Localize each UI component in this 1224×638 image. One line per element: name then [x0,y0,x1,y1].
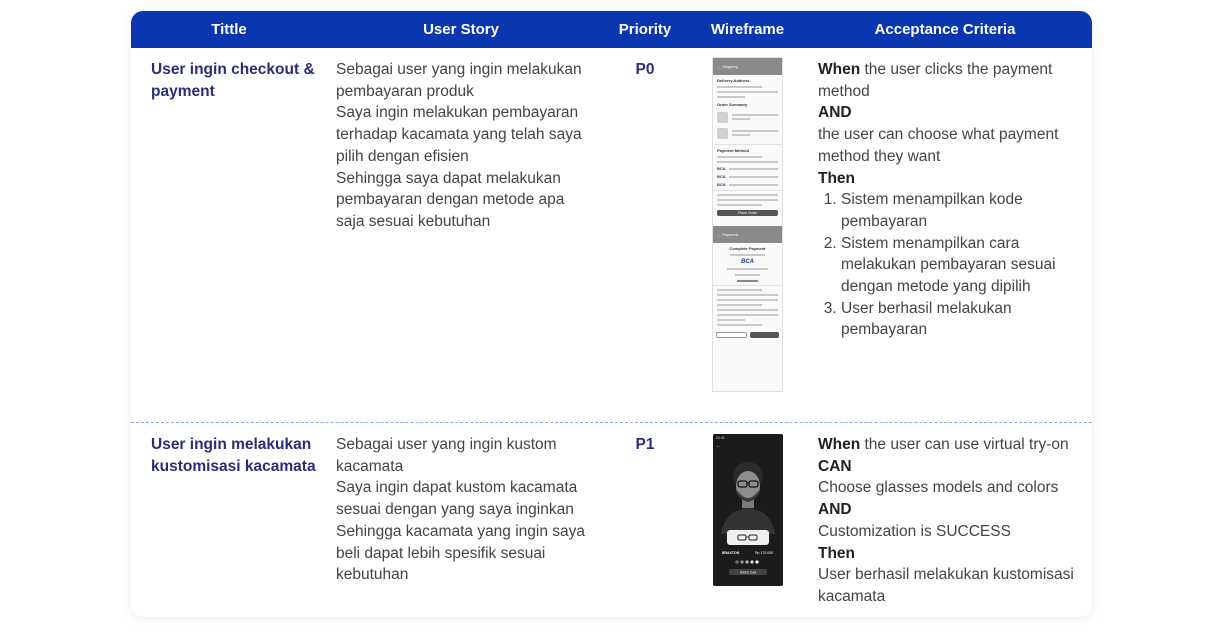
criteria-when: When the user can use virtual try-on [818,436,1069,453]
wireframe-header-bar: ← Payment [713,226,782,243]
wireframe-payment-option [717,166,778,171]
svg-text:09:41: 09:41 [716,436,725,440]
wireframe-section-label: Payment Method [717,148,750,153]
criteria-and-text: Customization is SUCCESS [818,522,1011,540]
header-acceptance-criteria: Acceptance Criteria [874,21,1016,38]
wireframe-line [717,86,762,88]
criteria-can-keyword: CAN [818,457,852,475]
wireframe-product [717,112,778,123]
criteria-and-keyword: AND [818,501,852,519]
wireframe-header-label: Shipping [722,64,738,69]
requirements-table [131,11,1092,617]
row-2-title: User ingin melakukan kustomisasi kacamata [151,436,316,475]
virtual-try-on-wireframe [713,434,783,586]
criteria-and-text: the user can choose what payment method they want [818,126,1059,165]
criteria-then-keyword: Then [818,544,856,562]
row-1-title: User ingin checkout & payment [151,61,315,100]
wireframe-line [717,91,778,93]
row-1-priority: P0 [635,61,655,78]
story-line: Sehingga saya dapat melakukan pembayaran dengan metode apa saja sesuai kebutuhan [336,169,565,230]
wireframe-section-label: Delivery Address [717,78,750,83]
list-item: 2. Sistem menampilkan cara melakukan pembayaran sesuai dengan metode yang dipilih [841,233,1068,298]
criteria-then-keyword: Then [818,169,856,187]
table-header [131,11,1092,48]
story-line: Saya ingin melakukan pembayaran terhadap kacamata yang telah saya pilih dengan efisien [336,104,582,165]
wireframe-screen-title: Complete Payment [729,246,766,251]
svg-text:←: ← [716,443,721,449]
criteria-when: When the user clicks the payment method [818,61,1053,100]
criteria-can-text: Choose glasses models and colors [818,479,1059,497]
wireframe-action-buttons [716,332,779,338]
story-line: Saya ingin dapat kustom kacamata sesuai dengan yang saya inginkan [336,479,578,519]
criteria-then-list [818,189,1068,341]
wireframe-line [717,96,745,98]
row-1-user-story [336,59,586,233]
header-title: Tittle [211,21,247,38]
criteria-then-text: User berhasil melakukan kustomisasi kacamata [818,566,1074,605]
wireframe-product [717,128,778,139]
row-1-acceptance-criteria [818,59,1068,341]
try-on-portrait [713,434,783,586]
list-item: 1. Sistem menampilkan kode pembayaran [841,189,1068,232]
checkout-wireframe: ← Shipping Delivery Address Order Summary Payment Method BCA BCA BCA Place Order ← Payment Complete Payment BCA [712,57,783,392]
row-2-priority: P1 [635,436,655,453]
story-line: Sebagai user yang ingin melakukan pembayaran produk [336,61,582,100]
list-item: 3. User berhasil melakukan pembayaran [841,298,1068,341]
header-user-story: User Story [423,21,499,38]
header-priority: Priority [618,21,672,38]
criteria-and-keyword: AND [818,104,852,122]
story-line: Sehingga kacamata yang ingin saya beli dapat lebih spesifik sesuai kebutuhan [336,522,586,584]
story-line: Sebagai user yang ingin kustom kacamata [336,436,557,475]
row-divider [131,422,1092,423]
product-price: Rp 170.000 [755,551,774,555]
product-name: BRAXTON [722,551,740,555]
add-to-cart-label: Add to Cart [739,570,757,575]
row-2-user-story [336,434,586,586]
header-wireframe: Wireframe [710,21,785,38]
wireframe-bank-label: BCA [717,166,726,171]
bca-logo: BCA [741,259,754,265]
wireframe-header-label: Payment [722,232,738,237]
row-2-acceptance-criteria [818,434,1078,608]
place-order-button: Place Order [717,210,778,216]
wireframe-header-bar: ← Shipping [713,58,782,75]
wireframe-section-label: Order Summary [717,102,748,107]
